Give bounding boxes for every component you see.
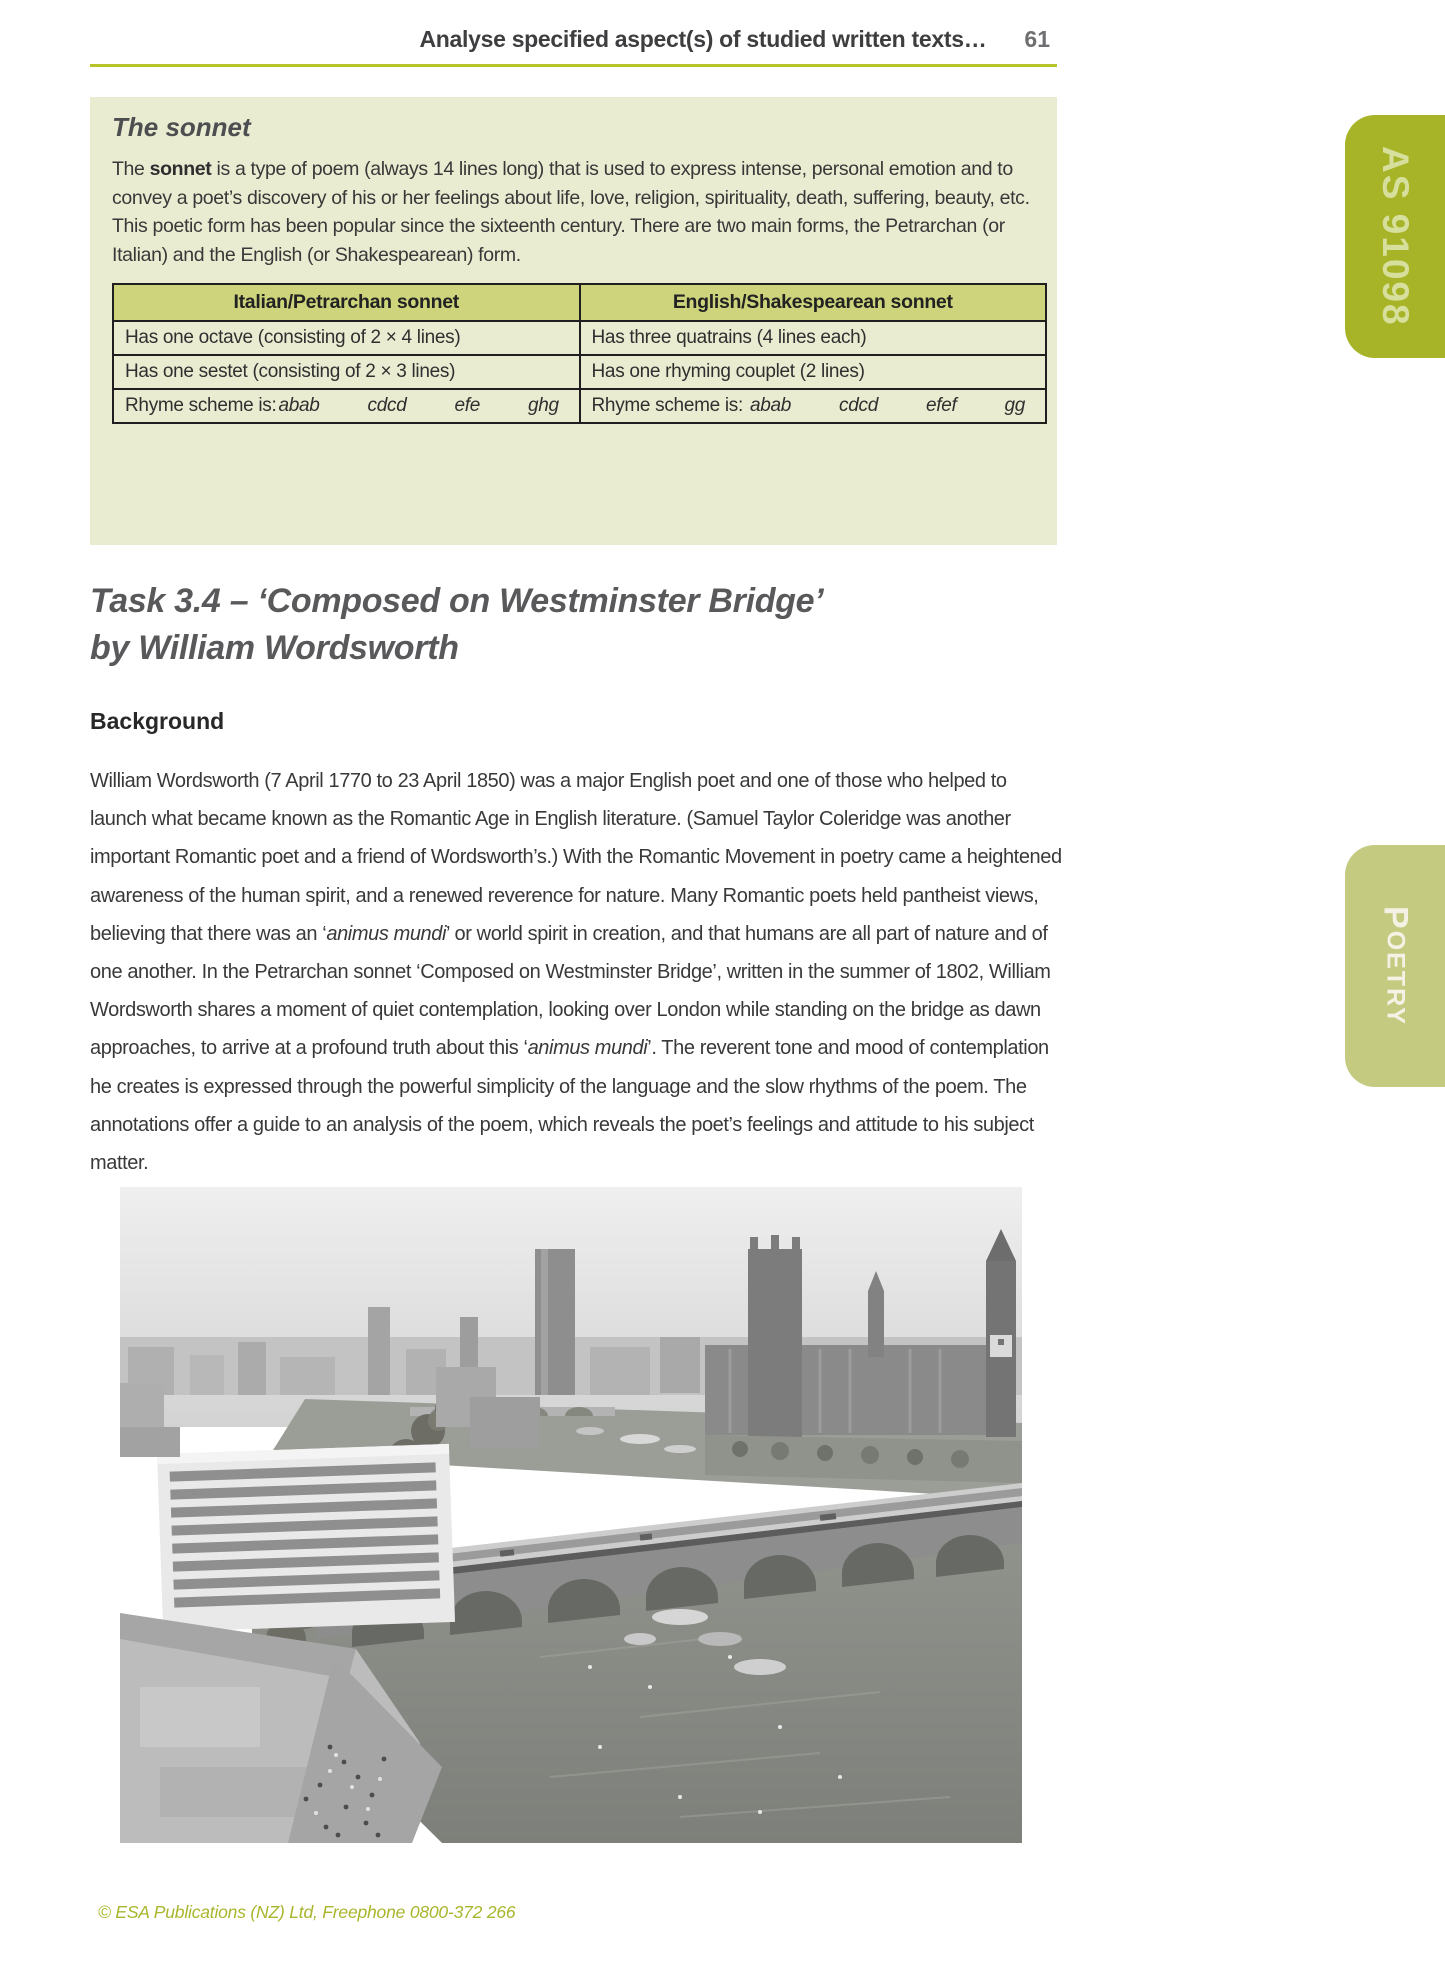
table-row xyxy=(113,355,1046,389)
task-heading xyxy=(90,578,1070,672)
sonnet-info-box xyxy=(90,97,1057,545)
table-header-italian: Italian/Petrarchan sonnet xyxy=(113,284,580,321)
sonnet-comparison-table xyxy=(112,283,1047,424)
table-row xyxy=(113,321,1046,355)
rhyme-scheme-cell-english: Rhyme scheme is: abab cdcd efef gg xyxy=(580,389,1047,423)
tab-poetry xyxy=(1345,845,1445,1087)
westminster-bridge-photo xyxy=(120,1187,1022,1843)
table-cell: Has one octave (consisting of 2 × 4 lines) xyxy=(113,321,580,355)
page-header xyxy=(90,26,1050,53)
tab-standard-label: AS 91098 xyxy=(1375,146,1416,327)
tab-standard-as91098 xyxy=(1345,115,1445,358)
table-header-row xyxy=(113,284,1046,321)
header-rule xyxy=(90,64,1057,67)
tab-poetry-label: POETRY xyxy=(1376,906,1415,1026)
page-number: 61 xyxy=(1024,26,1050,52)
task-heading-line2: by William Wordsworth xyxy=(90,629,459,667)
table-cell: Has three quatrains (4 lines each) xyxy=(580,321,1047,355)
running-head-title: Analyse specified aspect(s) of studied written texts… xyxy=(419,26,987,52)
background-heading: Background xyxy=(90,708,225,734)
table-cell: Has one sestet (consisting of 2 × 3 lines) xyxy=(113,355,580,389)
footer-credit: © ESA Publications (NZ) Ltd, Freephone 0800-372 266 xyxy=(98,1902,516,1922)
task-heading-line1: Task 3.4 – ‘Composed on Westminster Bridge’ xyxy=(90,582,824,620)
table-header-english: English/Shakespearean sonnet xyxy=(580,284,1047,321)
sonnet-box-title: The sonnet xyxy=(112,112,251,142)
table-cell: Has one rhyming couplet (2 lines) xyxy=(580,355,1047,389)
rhyme-scheme-cell-italian: Rhyme scheme is: abab cdcd efe ghg xyxy=(113,389,580,423)
background-paragraph: William Wordsworth (7 April 1770 to 23 April 1850) was a major English poet and one of those who helped to launch what became known as the Romantic Age in English literature. (Samuel Taylor Coleridge was another important Romantic poet and a friend of Wordsworth’s.) With the Romantic Movement in poetry came a heightened awareness of the human spirit, and a renewed reverence for nature. Many Romantic poets held pantheist views, believing that there was an ‘animus mundi’ or world spirit in creation, and that humans are all part of nature and of one another. In the Petrarchan sonnet ‘Composed on Westminster Bridge’, written in the summer of 1802, William Wordsworth shares a moment of quiet contemplation, looking over London while standing on the bridge as dawn approaches, to arrive at a profound truth about this ‘animus mundi’. The reverent tone and mood of contemplation he creates is expressed through the powerful simplicity of the language and the slow rhythms of the poem. The annotations offer a guide to an analysis of the poem, which reveals the poet’s feelings and attitude to his subject matter. xyxy=(90,770,1062,1175)
table-row xyxy=(113,389,1046,423)
sonnet-box-paragraph: The sonnet is a type of poem (always 14 lines long) that is used to express intense, personal emotion and to convey a poet’s discovery of his or her feelings about life, love, religion, spirituality, death, suffering, beauty, etc. This poetic form has been popular since the sixteenth century. There are two main forms, the Petrarchan (or Italian) and the English (or Shakespearean) form. xyxy=(112,158,1030,266)
westminster-photo-graphic xyxy=(120,1187,1022,1843)
